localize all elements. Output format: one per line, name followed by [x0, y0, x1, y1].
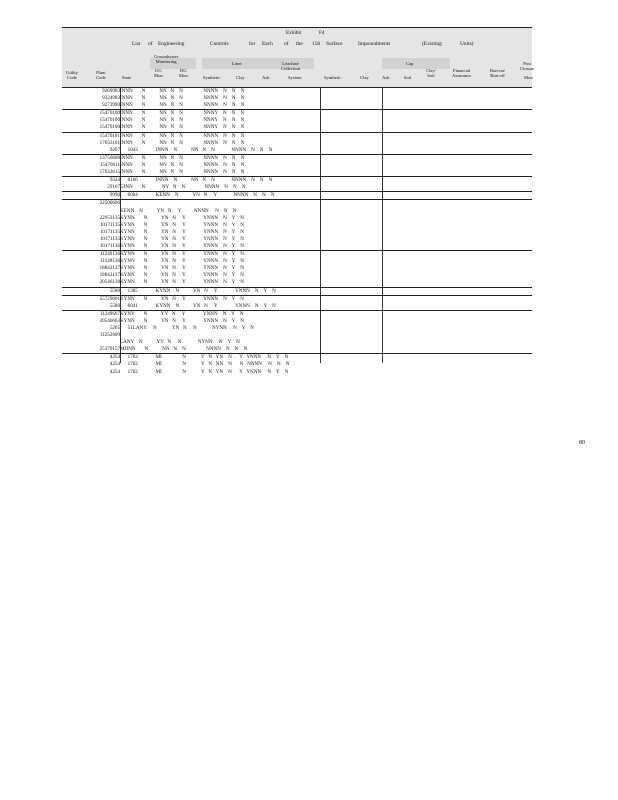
row-values-cell: LANY N YY N N NYNN N Y N	[120, 339, 240, 346]
utility-code-cell: 22500606	[99, 200, 120, 207]
table-row	[62, 215, 532, 222]
table-row	[62, 303, 532, 311]
utility-code-cell: 9267	[109, 146, 120, 153]
utility-code-cell: 4254	[109, 361, 120, 368]
row-values-cell: INNN N NN N N NNNY N N N	[120, 110, 245, 117]
header-utility-code: Utility Code	[66, 70, 78, 80]
table-row	[62, 229, 532, 236]
utility-code-cell: 11249136	[99, 258, 120, 265]
row-values-cell: INNN N NN N N NNNN N N N	[120, 139, 245, 146]
row-values-cell: MDNN N NN N N NNNN N N N	[120, 346, 248, 353]
utility-code-cell: 15470611	[99, 161, 120, 168]
engineering-controls-table	[62, 27, 535, 376]
row-values-cell: 51LANY N YN N N NYNN N Y N	[120, 325, 254, 331]
row-values-cell: KYNN N YN N Y YNNN N Y N	[120, 242, 244, 249]
table-row	[62, 243, 532, 251]
utility-code-cell: 15470100	[99, 124, 120, 131]
utility-code-cell: 17633615	[99, 169, 120, 176]
utility-code-cell: 10171136	[99, 242, 120, 249]
header-liner-clay: Clay	[236, 75, 245, 80]
utility-code-cell: 15470100	[99, 117, 120, 124]
row-values-cell: INNN N NN N N NNNN N N N	[120, 132, 245, 139]
row-values-cell: 1702 MI N Y N YN N Y YNNN N Y N	[120, 354, 289, 361]
header-financial-assurance: Financial Assurance	[452, 68, 472, 78]
row-values-cell: INNN N NN N N NNNY N N N	[120, 124, 245, 131]
header-dg-mon: DG Mon	[179, 68, 188, 78]
table-row	[62, 279, 532, 287]
row-values-cell: 1385 KYNN N YN N Y YNNN N Y N	[120, 287, 276, 294]
page-number: 80	[579, 440, 585, 446]
utility-code-cell: 5265	[109, 325, 120, 331]
table-row	[62, 369, 532, 376]
table-row	[62, 272, 532, 279]
table-row	[62, 361, 532, 368]
table-row	[62, 162, 532, 169]
row-values-cell: KYNN N YN N Y YNNN N Y N	[120, 295, 244, 302]
utility-code-cell: 18842137	[99, 265, 120, 272]
title-word: for	[249, 41, 256, 47]
table-row	[62, 88, 532, 95]
row-values-cell: KYNY N YY N Y YNNN N Y N	[120, 310, 244, 317]
table-row	[62, 133, 532, 140]
title-word: List	[132, 41, 141, 47]
exhibit-label: Exhibit	[286, 30, 302, 36]
table-row	[62, 184, 532, 192]
utility-code-cell: 9324983	[102, 95, 120, 102]
header-cap-ash: Ash	[382, 75, 390, 80]
row-values-cell: KYNN N YN N Y YNNN N Y N	[120, 272, 244, 279]
table-row	[62, 95, 532, 102]
row-values-cell: 6064 KENN N YN N Y NNNN N N N	[120, 192, 275, 199]
row-values-cell: KYNN N YN N Y YNNN N Y N	[120, 214, 244, 221]
utility-code-cell: 55729601	[99, 295, 120, 302]
table-row	[62, 332, 532, 339]
title-word: Surface	[326, 41, 343, 47]
row-values-cell: KENN N YN N Y NNNN N N N	[120, 207, 237, 214]
table-row	[62, 169, 532, 177]
title-word: (Existing	[422, 41, 442, 47]
row-values-cell: 6041 KYNN N YN N Y YNNN N Y N	[120, 302, 276, 309]
table-row	[62, 177, 532, 184]
row-values-cell: INNN N NN N N NNNN N N N	[120, 88, 245, 94]
utility-code-cell: 5580	[109, 302, 120, 309]
utility-code-cell: 11249136	[99, 251, 120, 258]
row-values-cell: KYNN N YN N Y YNNN N Y N	[120, 265, 244, 272]
header-cap-clay: Clay	[360, 75, 369, 80]
row-values-cell: KYNN N YN N Y YNNN N Y N	[120, 235, 244, 242]
row-values-cell: KYNN N YN N Y YNNN N Y N	[120, 221, 244, 228]
row-values-cell: 6166 INNN N NN N N NNNN N N N	[120, 177, 273, 184]
header-ug-mon: UG Mon	[154, 68, 163, 78]
row-values-cell: KYNN N YN N Y YNNN N Y N	[120, 317, 244, 324]
table-row	[62, 208, 532, 215]
utility-code-cell: 22053135	[99, 214, 120, 221]
table-row	[62, 258, 532, 265]
table-row	[62, 354, 532, 361]
utility-code-cell: 4254	[109, 354, 120, 361]
table-row	[62, 265, 532, 272]
title-word: Controls	[210, 41, 229, 47]
header-post-closure: Post Closure	[520, 61, 535, 71]
utility-code-cell: 9273990	[102, 102, 120, 109]
header-cap-synthetic: Synthetic	[324, 75, 342, 80]
header-runon-runoff: Run-on/ Run-off	[490, 68, 506, 78]
header-system: System	[288, 75, 302, 80]
header-liner: Liner	[232, 61, 242, 66]
row-values-cell: KYNN N YN N Y YNNN N Y N	[120, 258, 244, 265]
utility-code-cell: 9324	[109, 177, 120, 184]
header-state: State	[122, 75, 132, 80]
table-row	[62, 288, 532, 296]
row-values-cell: INNN N NN N N NNNN N N N	[120, 102, 245, 109]
title-word: 158	[312, 41, 321, 47]
title-word: of	[148, 41, 153, 47]
utility-code-cell: 17633101	[99, 139, 120, 146]
header-groundwater-monitoring: Groundwater Monitoring	[154, 54, 179, 64]
utility-code-cell: 10171135	[99, 235, 120, 242]
table-row	[62, 251, 532, 258]
title-word: Each	[262, 41, 273, 47]
row-values-cell: GINN N NY N N NNNN N N N	[120, 184, 246, 191]
table-row	[62, 318, 532, 325]
utility-code-cell: 9269983	[102, 88, 120, 94]
table-row	[62, 325, 532, 332]
row-values-cell: KYNN N YN N Y YNNN N Y N	[120, 228, 244, 235]
header-leachate-collection: Leachate Collection	[281, 61, 301, 71]
header-liner-ash: Ash	[262, 75, 270, 80]
row-values-cell: INNN N NN N N NNNN N N N	[120, 169, 245, 176]
table-row	[62, 339, 532, 346]
table-row	[62, 311, 532, 318]
utility-code-cell: 5580	[109, 287, 120, 294]
utility-code-cell: 15470100	[99, 110, 120, 117]
utility-code-cell: 20546663	[99, 317, 120, 324]
row-values-cell: KYNN N YN N Y YNNN N Y N	[120, 251, 244, 258]
utility-code-cell: 9996	[109, 192, 120, 199]
title-word: the	[296, 41, 303, 47]
utility-code-cell: 10171135	[99, 221, 120, 228]
utility-code-cell: 10171135	[99, 228, 120, 235]
table-row	[62, 140, 532, 147]
header-plant-code: Plant Code	[96, 70, 106, 80]
table-header	[62, 27, 535, 88]
row-values-cell: INNN N NN N N NNNY N N N	[120, 117, 245, 124]
title-word: of	[284, 41, 289, 47]
title-word: Engineering	[158, 41, 185, 47]
header-mon: Mon	[524, 75, 533, 80]
header-liner-synthetic: Synthetic	[203, 75, 221, 80]
utility-code-cell: 11252609	[99, 332, 120, 339]
utility-code-cell: 20546138	[99, 279, 120, 286]
exhibit-number: F4	[319, 30, 325, 36]
row-values-cell: 1043 INNN N NN N N NNNN N N N	[120, 146, 273, 153]
utility-code-cell: 4254	[109, 368, 120, 375]
row-values-cell: INNN N NN N N NNNN N N N	[120, 95, 245, 102]
utility-code-cell: 18842137	[99, 272, 120, 279]
table-row	[62, 155, 532, 162]
table-row	[62, 117, 532, 124]
header-cap-soil: Soil	[404, 75, 412, 80]
row-values-cell: 1702 MI N Y N NN N N NNNN N N N	[120, 361, 290, 368]
row-values-cell: 1702 MI N Y N YN N Y YNNN N Y N	[120, 368, 289, 375]
title-word: Units)	[460, 41, 474, 47]
table-row	[62, 296, 532, 303]
row-values-cell: INNN N NN N N NNNN N N N	[120, 161, 245, 168]
title-word: Impoundments	[358, 41, 391, 47]
table-row	[62, 222, 532, 229]
table-row	[62, 192, 532, 200]
table-row	[62, 200, 532, 207]
table-row	[62, 147, 532, 155]
utility-code-cell: 29167	[107, 184, 120, 191]
utility-code-cell: 13756608	[99, 154, 120, 161]
header-cap: Cap	[406, 61, 414, 66]
cap-band	[382, 58, 450, 69]
row-values-cell: KYNN N YN N Y YNNN N Y N	[120, 279, 244, 286]
utility-code-cell: 11249607	[99, 310, 120, 317]
table-row	[62, 110, 532, 117]
table-body	[62, 88, 532, 376]
row-values-cell: INNN N NN N N NNNN N N N	[120, 154, 245, 161]
utility-code-cell: 25379157	[99, 346, 120, 353]
table-row	[62, 124, 532, 132]
table-row	[62, 346, 532, 354]
header-clay-soil: Clay/ Soil	[426, 68, 436, 78]
table-row	[62, 102, 532, 110]
utility-code-cell: 15470101	[99, 132, 120, 139]
table-row	[62, 236, 532, 243]
